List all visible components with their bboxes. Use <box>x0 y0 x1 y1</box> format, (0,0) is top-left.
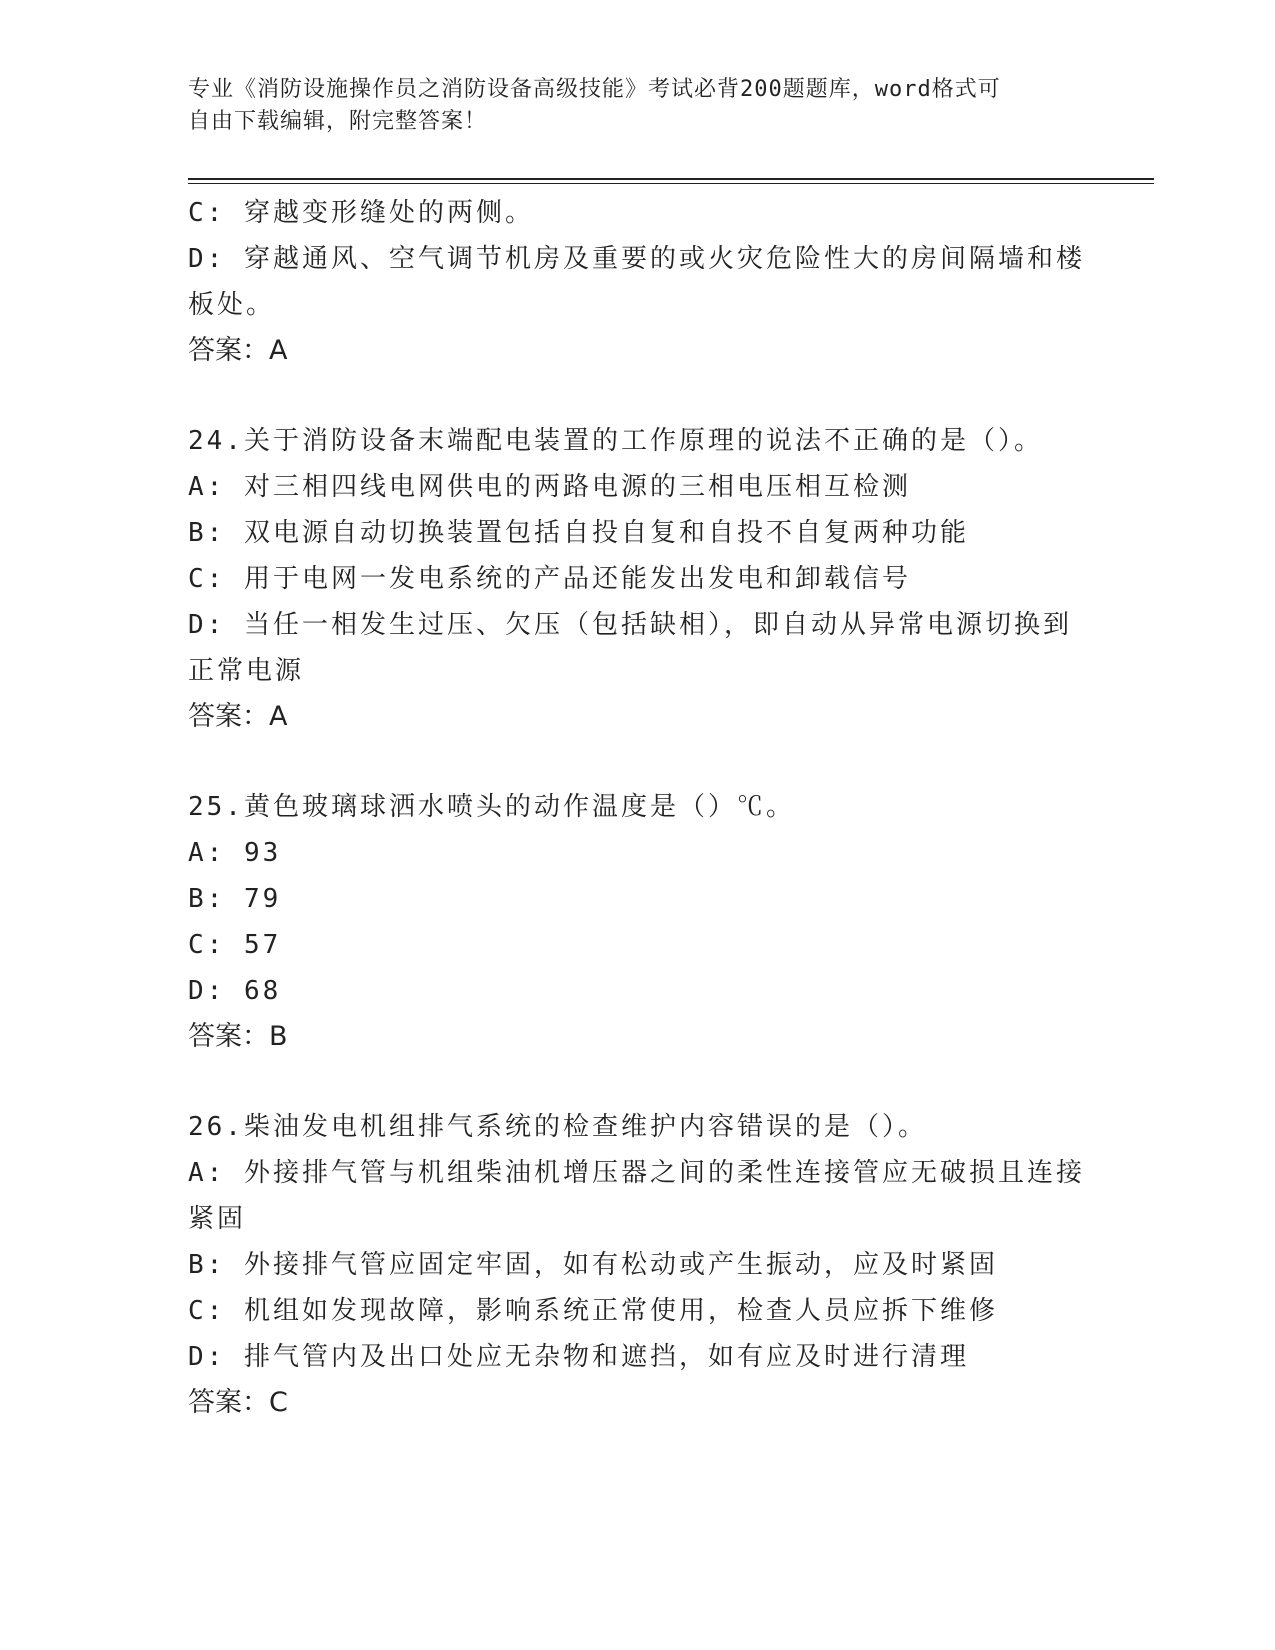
option-d-continued: 正常电源 <box>188 656 305 686</box>
option-d: D: 68 <box>188 976 282 1006</box>
option-d: D: 当任一相发生过压、欠压（包括缺相），即自动从异常电源切换到 <box>188 610 1072 640</box>
question-block-26 <box>188 1104 1088 1426</box>
option-d: D: 排气管内及出口处应无杂物和遮挡，如有应及时进行清理 <box>188 1342 969 1372</box>
option-a: A: 93 <box>188 838 282 868</box>
question-block-23 <box>188 190 1088 374</box>
spacer <box>188 740 1088 784</box>
header-divider-thin <box>188 183 1154 184</box>
option-c: C: 57 <box>188 930 282 960</box>
question-block-24 <box>188 418 1088 740</box>
option-d: D: 穿越通风、空气调节机房及重要的或火灾危险性大的房间隔墙和楼 <box>188 244 1085 274</box>
question-stem: 24.关于消防设备末端配电装置的工作原理的说法不正确的是（）。 <box>188 426 1043 456</box>
question-stem: 26.柴油发电机组排气系统的检查维护内容错误的是（）。 <box>188 1112 927 1142</box>
spacer <box>188 374 1088 418</box>
option-b: B: 外接排气管应固定牢固，如有松动或产生振动，应及时紧固 <box>188 1250 998 1280</box>
option-a-continued: 紧固 <box>188 1204 247 1234</box>
answer: 答案：C <box>188 1387 288 1418</box>
question-stem: 25.黄色玻璃球洒水喷头的动作温度是（）℃。 <box>188 792 795 822</box>
option-d-continued: 板处。 <box>188 290 276 320</box>
option-a: A: 对三相四线电网供电的两路电源的三相电压相互检测 <box>188 472 911 502</box>
option-a: A: 外接排气管与机组柴油机增压器之间的柔性连接管应无破损且连接 <box>188 1158 1085 1188</box>
option-c: C: 用于电网一发电系统的产品还能发出发电和卸载信号 <box>188 564 911 594</box>
question-block-25 <box>188 784 1088 1060</box>
answer: 答案：A <box>188 335 288 366</box>
option-c: C: 机组如发现故障，影响系统正常使用，检查人员应拆下维修 <box>188 1296 998 1326</box>
answer: 答案：B <box>188 1021 288 1052</box>
header-line-2: 自由下载编辑，附完整答案！ <box>188 109 488 134</box>
header-divider-thick <box>188 178 1154 180</box>
option-b: B: 双电源自动切换装置包括自投自复和自投不自复两种功能 <box>188 518 969 548</box>
document-header <box>188 74 1068 138</box>
header-line-1: 专业《消防设施操作员之消防设备高级技能》考试必背200题题库，word格式可 <box>188 77 1001 102</box>
spacer <box>188 1060 1088 1104</box>
option-b: B: 79 <box>188 884 282 914</box>
answer: 答案：A <box>188 701 288 732</box>
option-c: C: 穿越变形缝处的两侧。 <box>188 198 534 228</box>
question-list <box>188 190 1088 1426</box>
